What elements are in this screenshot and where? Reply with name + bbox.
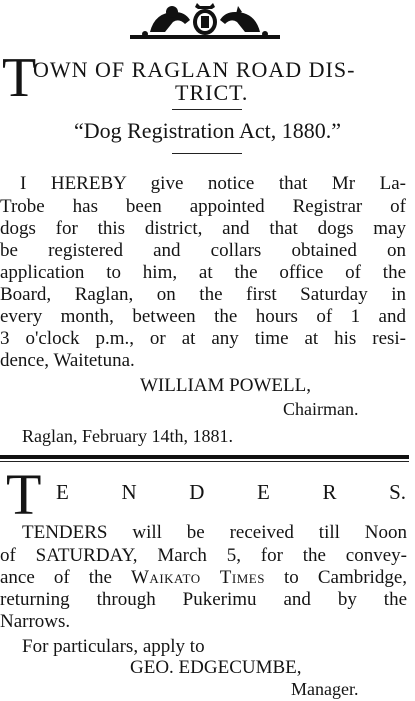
tenders-text: to Cambridge, [284,567,408,588]
tenders-dropcap: T [6,462,42,527]
section-rule-thin [0,461,409,462]
newspaper-name: Waikato Times [131,567,265,588]
heading-letter: D [189,480,205,504]
divider [172,153,242,154]
royal-coat-of-arms-icon [130,2,280,44]
dateline: Raglan, February 14th, 1881. [22,426,233,446]
title-dropcap: T [2,47,37,109]
signatory-name: WILLIAM POWELL, [140,375,311,396]
tenders-heading [56,480,406,505]
section-rule [0,455,409,459]
heading-letter: N [121,480,137,504]
body-line: dence, Waitetuna. [0,350,135,371]
heading-letter: E [257,480,270,504]
signatory-name: GEO. EDGECUMBE, [130,657,302,678]
title-line-2: TRICT. [175,80,249,105]
signatory-title: Manager. [291,679,359,699]
tenders-line: Narrows. [0,611,71,632]
tenders-text: ance of the [0,567,112,588]
tenders-line [0,567,407,589]
body-line: I HEREBY give notice that Mr La- [20,173,406,194]
title-line-1: OWN OF RAGLAN ROAD DIS- [33,57,356,82]
act-title: “Dog Registration Act, 1880.” [73,118,341,143]
body-line: every month, between the hours of 1 and [0,306,406,327]
body-line: application to him, at the office of the [0,262,406,283]
body-line: dogs for this district, and that dogs may [0,218,406,239]
body-line: Board, Raglan, on the first Saturday in [0,284,406,305]
tenders-line: returning through Pukerimu and by the [0,589,407,610]
body-line: Trobe has been appointed Registrar of [0,196,406,217]
body-line: be registered and collars obtained on [0,240,406,261]
body-line: 3 o'clock p.m., or at any time at his resi- [0,328,406,349]
tenders-line: of SATURDAY, March 5, for the convey- [0,545,407,566]
heading-letter: S. [389,480,406,504]
heading-letter: R [322,480,337,504]
divider [172,109,242,110]
particulars-line: For particulars, apply to [22,636,205,657]
heading-letter: E [56,480,69,504]
tenders-line: TENDERS will be received till Noon [22,522,407,543]
signatory-title: Chairman. [283,399,359,419]
